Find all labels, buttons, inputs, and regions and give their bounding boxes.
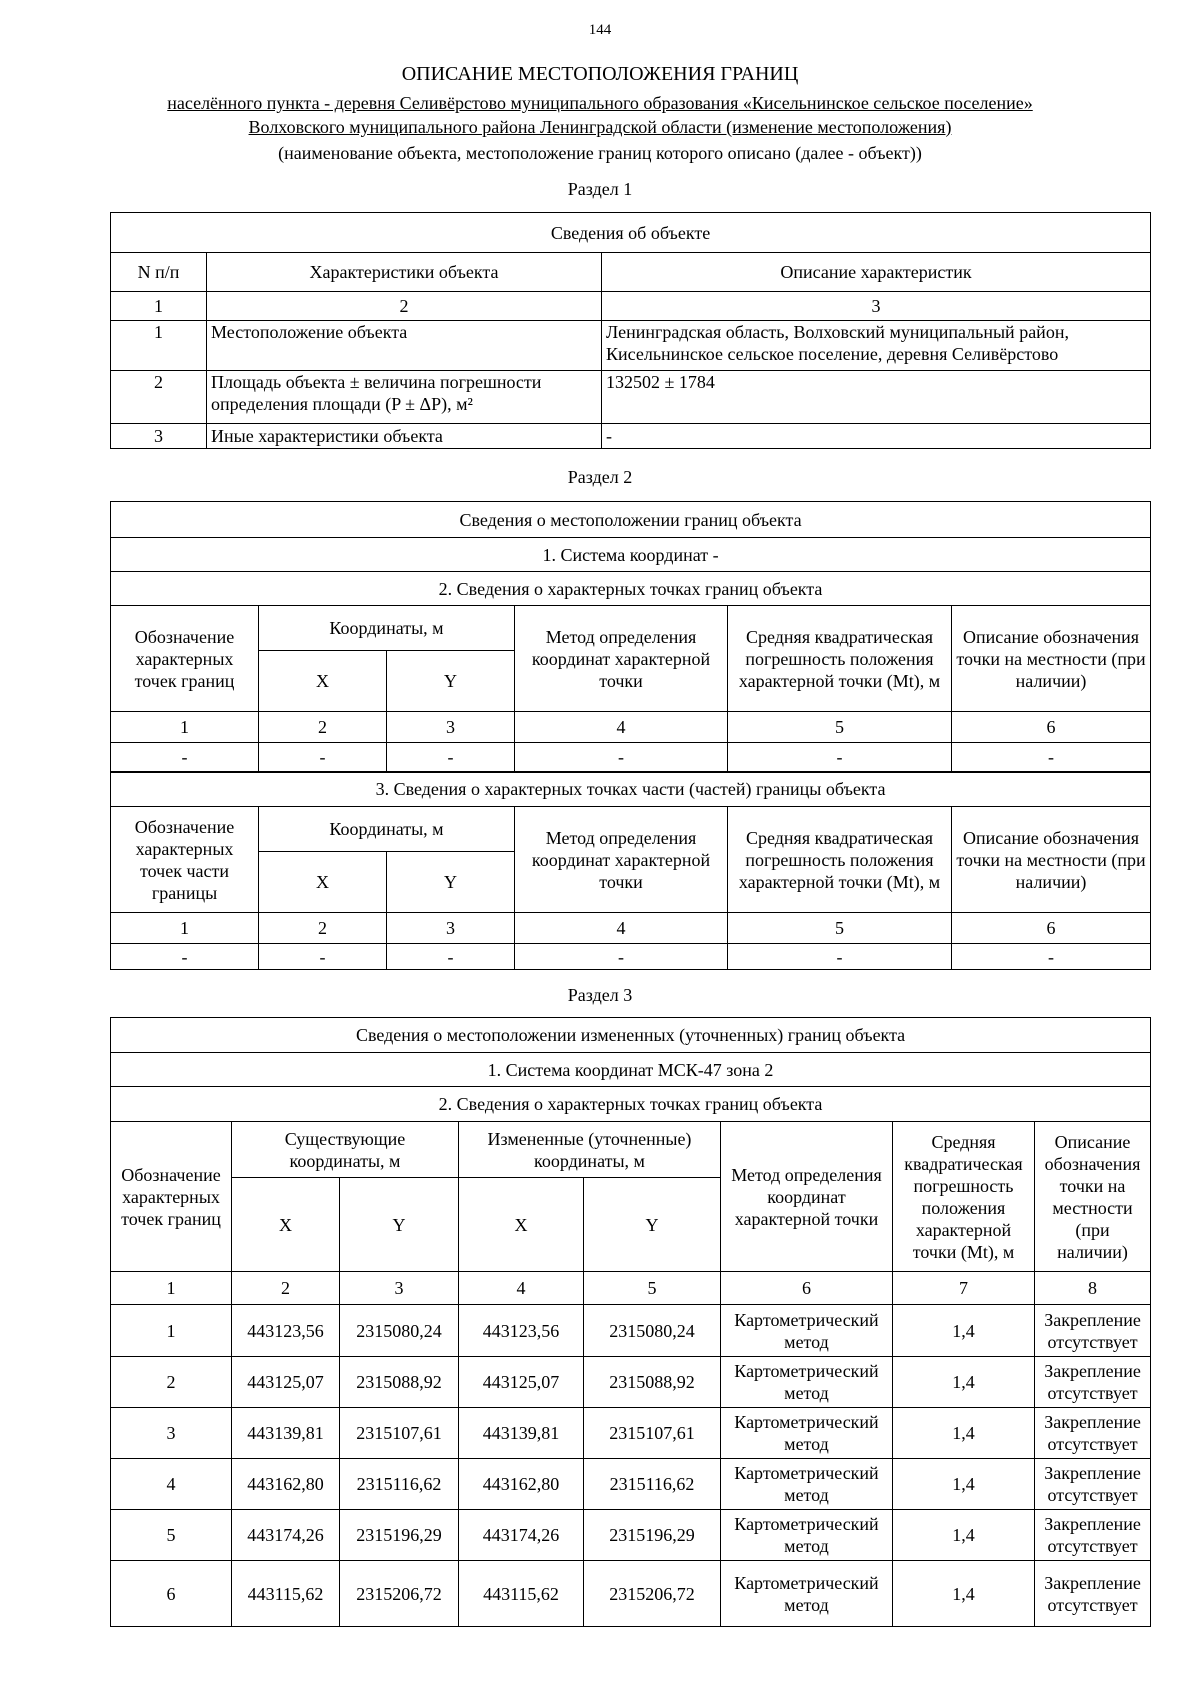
existing-y: 2315206,72 [340,1561,459,1627]
changed-y: 2315107,61 [584,1408,721,1459]
existing-x: 443115,62 [232,1561,340,1627]
empty-cell: - [387,743,515,772]
method: Картометрический метод [721,1357,893,1408]
table-row [111,371,1151,424]
mt-error: 1,4 [893,1510,1035,1561]
table-row [111,424,1151,449]
header-description: Описание обозначения точки на местности (при наличии) [1035,1122,1151,1272]
part-points-title: 3. Сведения о характерных точках части (частей) границы объекта [111,772,1151,807]
empty-cell: - [515,944,728,970]
point-description: Закрепление отсутствует [1035,1510,1151,1561]
changed-y: 2315196,29 [584,1510,721,1561]
table-row [111,321,1151,371]
method: Картометрический метод [721,1305,893,1357]
row-number: 2 [111,371,207,424]
mt-error: 1,4 [893,1305,1035,1357]
points-title: 2. Сведения о характерных точках границ объекта [111,572,1151,606]
coordinate-system: 1. Система координат МСК-47 зона 2 [111,1053,1151,1087]
changed-x: 443174,26 [459,1510,584,1561]
point-description: Закрепление отсутствует [1035,1408,1151,1459]
header-error: Средняя квадратическая погрешность положения характерной точки (Mt), м [893,1122,1035,1272]
col-number: 4 [515,712,728,743]
table-row [111,1510,1151,1561]
table-title: Сведения о местоположении измененных (уточненных) границ объекта [111,1018,1151,1053]
changed-x: 443115,62 [459,1561,584,1627]
col-number: 2 [259,913,387,944]
col-number: 6 [721,1272,893,1305]
changed-y: 2315080,24 [584,1305,721,1357]
header-y: Y [387,852,515,913]
header-y: Y [584,1178,721,1272]
empty-cell: - [952,944,1151,970]
existing-x: 443162,80 [232,1459,340,1510]
empty-cell: - [111,944,259,970]
existing-x: 443125,07 [232,1357,340,1408]
header-x: X [232,1178,340,1272]
existing-x: 443123,56 [232,1305,340,1357]
changed-y: 2315088,92 [584,1357,721,1408]
point-number: 1 [111,1305,232,1357]
col-number: 5 [728,913,952,944]
col-number: 8 [1035,1272,1151,1305]
row-number: 1 [111,321,207,371]
existing-y: 2315088,92 [340,1357,459,1408]
header-cell: N п/п [111,253,207,292]
subtitle-line-1: населённого пункта - деревня Селивёрстово муниципального образования «Кисельнинское сельское поселение» [167,93,1033,113]
header-description: Описание обозначения точки на местности (при наличии) [952,807,1151,913]
header-description: Описание обозначения точки на местности (при наличии) [952,606,1151,712]
header-cell: Характеристики объекта [207,253,602,292]
col-number: 4 [515,913,728,944]
empty-cell: - [728,944,952,970]
existing-y: 2315107,61 [340,1408,459,1459]
point-number: 3 [111,1408,232,1459]
section-2-label: Раздел 2 [567,467,633,487]
col-number: 2 [259,712,387,743]
header-designation: Обозначение характерных точек границ [111,1122,232,1272]
header-y: Y [387,651,515,712]
col-number: 5 [728,712,952,743]
object-info-table [110,212,1151,449]
description: 132502 ± 1784 [602,371,1151,424]
changed-x: 443125,07 [459,1357,584,1408]
coordinate-system: 1. Система координат - [111,538,1151,572]
col-number: 1 [111,913,259,944]
col-number: 6 [952,712,1151,743]
method: Картометрический метод [721,1459,893,1510]
col-number: 4 [459,1272,584,1305]
empty-cell: - [387,944,515,970]
characteristic: Площадь объекта ± величина погрешности определения площади (P ± ΔP), м² [207,371,602,424]
existing-x: 443174,26 [232,1510,340,1561]
existing-x: 443139,81 [232,1408,340,1459]
col-number: 7 [893,1272,1035,1305]
existing-y: 2315080,24 [340,1305,459,1357]
header-existing-coordinates: Существующие координаты, м [232,1122,459,1178]
header-x: X [259,651,387,712]
header-method: Метод определения координат характерной точки [721,1122,893,1272]
empty-cell: - [515,743,728,772]
table-row [111,1459,1151,1510]
empty-cell: - [728,743,952,772]
description: Ленинградская область, Волховский муниципальный район, Кисельнинское сельское поселение, деревня Селивёрстово [602,321,1151,371]
characteristic: Местоположение объекта [207,321,602,371]
header-coordinates: Координаты, м [259,807,515,852]
document-title: ОПИСАНИЕ МЕСТОПОЛОЖЕНИЯ ГРАНИЦ [401,63,799,85]
point-number: 6 [111,1561,232,1627]
page-number: 144 [588,22,612,38]
table-row [111,743,1151,772]
header-error: Средняя квадратическая погрешность положения характерной точки (Mt), м [728,807,952,913]
table-row [111,1305,1151,1357]
point-description: Закрепление отсутствует [1035,1561,1151,1627]
changed-x: 443162,80 [459,1459,584,1510]
changed-boundary-points-table [110,1017,1151,1627]
col-number: 1 [111,292,207,321]
changed-y: 2315116,62 [584,1459,721,1510]
method: Картометрический метод [721,1510,893,1561]
table-row [111,1357,1151,1408]
subtitle-line-3: (наименование объекта, местоположение границ которого описано (далее - объект)) [278,143,922,163]
point-number: 4 [111,1459,232,1510]
mt-error: 1,4 [893,1459,1035,1510]
changed-y: 2315206,72 [584,1561,721,1627]
existing-y: 2315196,29 [340,1510,459,1561]
description: - [602,424,1151,449]
changed-x: 443123,56 [459,1305,584,1357]
col-number: 3 [602,292,1151,321]
characteristic: Иные характеристики объекта [207,424,602,449]
empty-cell: - [111,743,259,772]
empty-cell: - [259,743,387,772]
mt-error: 1,4 [893,1561,1035,1627]
row-number: 3 [111,424,207,449]
points-title: 2. Сведения о характерных точках границ объекта [111,1087,1151,1122]
section-3-label: Раздел 3 [567,985,633,1005]
method: Картометрический метод [721,1561,893,1627]
header-x: X [459,1178,584,1272]
header-changed-coordinates: Измененные (уточненные) координаты, м [459,1122,721,1178]
col-number: 3 [340,1272,459,1305]
table-title: Сведения о местоположении границ объекта [111,502,1151,538]
header-coordinates: Координаты, м [259,606,515,651]
header-designation: Обозначение характерных точек границ [111,606,259,712]
point-description: Закрепление отсутствует [1035,1357,1151,1408]
boundary-points-table [110,501,1151,970]
section-1-label: Раздел 1 [567,179,633,199]
header-error: Средняя квадратическая погрешность положения характерной точки (Mt), м [728,606,952,712]
subtitle-line-2: Волховского муниципального района Ленинградской области (изменение местоположения) [248,117,952,137]
mt-error: 1,4 [893,1357,1035,1408]
header-method: Метод определения координат характерной точки [515,807,728,913]
point-description: Закрепление отсутствует [1035,1459,1151,1510]
header-x: X [259,852,387,913]
table-title: Сведения об объекте [111,213,1151,253]
col-number: 3 [387,712,515,743]
empty-cell: - [952,743,1151,772]
point-number: 2 [111,1357,232,1408]
table-row [111,1408,1151,1459]
header-designation-part: Обозначение характерных точек части границы [111,807,259,913]
method: Картометрический метод [721,1408,893,1459]
point-number: 5 [111,1510,232,1561]
changed-x: 443139,81 [459,1408,584,1459]
mt-error: 1,4 [893,1408,1035,1459]
empty-cell: - [259,944,387,970]
col-number: 5 [584,1272,721,1305]
existing-y: 2315116,62 [340,1459,459,1510]
col-number: 3 [387,913,515,944]
header-cell: Описание характеристик [602,253,1151,292]
table-row [111,944,1151,970]
col-number: 2 [232,1272,340,1305]
col-number: 1 [111,1272,232,1305]
col-number: 6 [952,913,1151,944]
header-method: Метод определения координат характерной точки [515,606,728,712]
header-y: Y [340,1178,459,1272]
table-row [111,1561,1151,1627]
point-description: Закрепление отсутствует [1035,1305,1151,1357]
col-number: 1 [111,712,259,743]
col-number: 2 [207,292,602,321]
